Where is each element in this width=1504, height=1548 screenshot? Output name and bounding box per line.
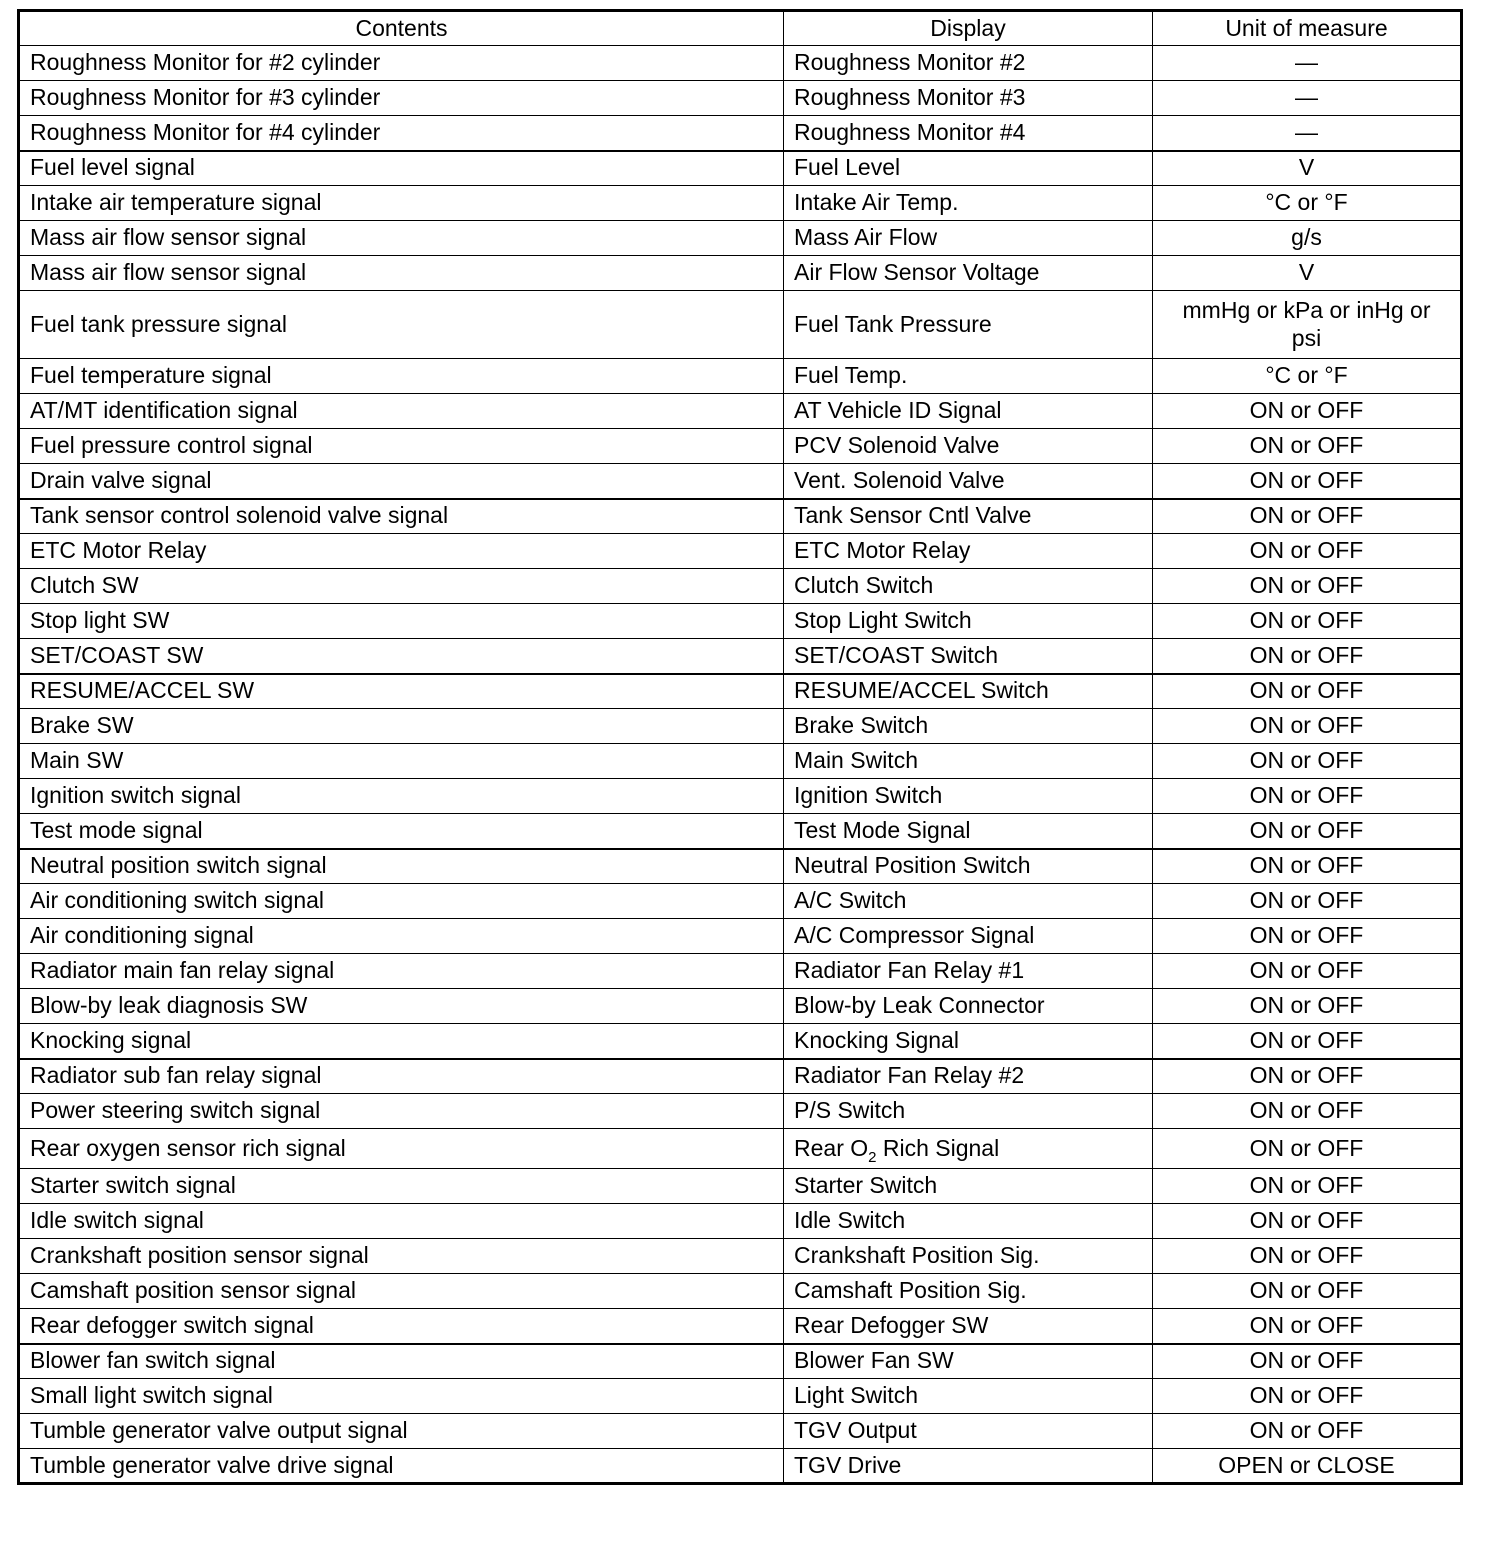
table-row (19, 639, 1462, 674)
header-contents: Contents (19, 11, 784, 46)
cell-display: TGV Output (784, 1414, 1153, 1449)
cell-unit: ON or OFF (1153, 884, 1462, 919)
table-row (19, 1129, 1462, 1169)
cell-contents: Starter switch signal (19, 1169, 784, 1204)
table-row (19, 81, 1462, 116)
cell-unit: ON or OFF (1153, 1094, 1462, 1129)
table-row (19, 1379, 1462, 1414)
cell-display: Rear Defogger SW (784, 1309, 1153, 1344)
table-row (19, 46, 1462, 81)
cell-contents: Main SW (19, 744, 784, 779)
cell-contents: Mass air flow sensor signal (19, 221, 784, 256)
cell-contents: Radiator main fan relay signal (19, 954, 784, 989)
cell-unit: ON or OFF (1153, 674, 1462, 709)
cell-display: SET/COAST Switch (784, 639, 1153, 674)
header-unit: Unit of measure (1153, 11, 1462, 46)
table-row (19, 1414, 1462, 1449)
cell-display: Mass Air Flow (784, 221, 1153, 256)
table-row (19, 359, 1462, 394)
table-row (19, 151, 1462, 186)
cell-unit: ON or OFF (1153, 639, 1462, 674)
cell-contents: Air conditioning signal (19, 919, 784, 954)
cell-display: Stop Light Switch (784, 604, 1153, 639)
cell-contents: Rear oxygen sensor rich signal (19, 1129, 784, 1169)
cell-display: Camshaft Position Sig. (784, 1274, 1153, 1309)
cell-contents: Fuel tank pressure signal (19, 291, 784, 359)
cell-unit: ON or OFF (1153, 919, 1462, 954)
cell-unit: mmHg or kPa or inHg or psi (1153, 291, 1462, 359)
cell-contents: Tumble generator valve output signal (19, 1414, 784, 1449)
table-header-row (19, 11, 1462, 46)
cell-unit: ON or OFF (1153, 814, 1462, 849)
cell-display: P/S Switch (784, 1094, 1153, 1129)
cell-contents: Intake air temperature signal (19, 186, 784, 221)
table-row (19, 116, 1462, 151)
table-row (19, 1309, 1462, 1344)
cell-display: Blow-by Leak Connector (784, 989, 1153, 1024)
table-row (19, 674, 1462, 709)
cell-contents: Air conditioning switch signal (19, 884, 784, 919)
cell-display: Starter Switch (784, 1169, 1153, 1204)
cell-unit: ON or OFF (1153, 464, 1462, 499)
cell-unit: V (1153, 256, 1462, 291)
cell-contents: Idle switch signal (19, 1204, 784, 1239)
cell-contents: Rear defogger switch signal (19, 1309, 784, 1344)
table-row (19, 534, 1462, 569)
table-row (19, 186, 1462, 221)
table-row (19, 814, 1462, 849)
cell-unit: ON or OFF (1153, 1204, 1462, 1239)
cell-unit: ON or OFF (1153, 1169, 1462, 1204)
cell-contents: Small light switch signal (19, 1379, 784, 1414)
cell-display: Roughness Monitor #4 (784, 116, 1153, 151)
cell-unit: ON or OFF (1153, 499, 1462, 534)
table-body (19, 46, 1462, 1484)
cell-contents: Crankshaft position sensor signal (19, 1239, 784, 1274)
cell-contents: Test mode signal (19, 814, 784, 849)
cell-unit: V (1153, 151, 1462, 186)
cell-unit: ON or OFF (1153, 1344, 1462, 1379)
table-row (19, 1239, 1462, 1274)
cell-display: Knocking Signal (784, 1024, 1153, 1059)
table-row (19, 221, 1462, 256)
table-row (19, 884, 1462, 919)
signal-table (17, 9, 1463, 1485)
cell-display: Clutch Switch (784, 569, 1153, 604)
cell-unit: ON or OFF (1153, 989, 1462, 1024)
cell-unit: ON or OFF (1153, 534, 1462, 569)
table-row (19, 291, 1462, 359)
table-row (19, 604, 1462, 639)
cell-unit: ON or OFF (1153, 1239, 1462, 1274)
cell-unit: ON or OFF (1153, 394, 1462, 429)
cell-display: Intake Air Temp. (784, 186, 1153, 221)
cell-contents: Ignition switch signal (19, 779, 784, 814)
table-row (19, 1059, 1462, 1094)
cell-contents: Tumble generator valve drive signal (19, 1449, 784, 1484)
cell-display: Tank Sensor Cntl Valve (784, 499, 1153, 534)
table-row (19, 429, 1462, 464)
cell-display: Radiator Fan Relay #1 (784, 954, 1153, 989)
cell-contents: Brake SW (19, 709, 784, 744)
cell-contents: Knocking signal (19, 1024, 784, 1059)
cell-display: A/C Compressor Signal (784, 919, 1153, 954)
table-row (19, 1274, 1462, 1309)
cell-unit: °C or °F (1153, 186, 1462, 221)
table-row (19, 779, 1462, 814)
cell-unit: ON or OFF (1153, 1024, 1462, 1059)
cell-unit: ON or OFF (1153, 1309, 1462, 1344)
cell-unit: ON or OFF (1153, 709, 1462, 744)
cell-unit: OPEN or CLOSE (1153, 1449, 1462, 1484)
cell-unit: ON or OFF (1153, 779, 1462, 814)
table-row (19, 709, 1462, 744)
cell-unit: g/s (1153, 221, 1462, 256)
cell-display: PCV Solenoid Valve (784, 429, 1153, 464)
cell-display: Roughness Monitor #3 (784, 81, 1153, 116)
cell-unit: ON or OFF (1153, 429, 1462, 464)
header-display: Display (784, 11, 1153, 46)
cell-display: Brake Switch (784, 709, 1153, 744)
cell-unit: ON or OFF (1153, 1379, 1462, 1414)
table-row (19, 499, 1462, 534)
cell-contents: Roughness Monitor for #2 cylinder (19, 46, 784, 81)
cell-unit: — (1153, 46, 1462, 81)
cell-display: Fuel Temp. (784, 359, 1153, 394)
cell-contents: Radiator sub fan relay signal (19, 1059, 784, 1094)
cell-unit: ON or OFF (1153, 569, 1462, 604)
cell-unit: ON or OFF (1153, 1414, 1462, 1449)
cell-display: ETC Motor Relay (784, 534, 1153, 569)
cell-display: Test Mode Signal (784, 814, 1153, 849)
cell-unit: °C or °F (1153, 359, 1462, 394)
table-row (19, 464, 1462, 499)
cell-unit: ON or OFF (1153, 1059, 1462, 1094)
cell-contents: Roughness Monitor for #3 cylinder (19, 81, 784, 116)
cell-contents: Tank sensor control solenoid valve signal (19, 499, 784, 534)
display-subscript: 2 (868, 1148, 877, 1166)
cell-contents: Drain valve signal (19, 464, 784, 499)
cell-contents: Fuel level signal (19, 151, 784, 186)
cell-contents: Neutral position switch signal (19, 849, 784, 884)
cell-unit: ON or OFF (1153, 849, 1462, 884)
cell-display: Ignition Switch (784, 779, 1153, 814)
table-row (19, 849, 1462, 884)
table-row (19, 744, 1462, 779)
cell-contents: Roughness Monitor for #4 cylinder (19, 116, 784, 151)
table-row (19, 919, 1462, 954)
cell-display: TGV Drive (784, 1449, 1153, 1484)
cell-contents: RESUME/ACCEL SW (19, 674, 784, 709)
cell-display: Air Flow Sensor Voltage (784, 256, 1153, 291)
cell-display: Roughness Monitor #2 (784, 46, 1153, 81)
cell-contents: Clutch SW (19, 569, 784, 604)
cell-unit: ON or OFF (1153, 604, 1462, 639)
cell-contents: Fuel temperature signal (19, 359, 784, 394)
table-row (19, 394, 1462, 429)
display-text-pre: Rear O (794, 1134, 869, 1161)
table-row (19, 989, 1462, 1024)
cell-contents: Blower fan switch signal (19, 1344, 784, 1379)
cell-display: Crankshaft Position Sig. (784, 1239, 1153, 1274)
cell-contents: Fuel pressure control signal (19, 429, 784, 464)
table-row (19, 954, 1462, 989)
display-text-post: Rich Signal (876, 1134, 1000, 1161)
cell-unit: ON or OFF (1153, 1274, 1462, 1309)
table-row (19, 256, 1462, 291)
cell-display: Fuel Level (784, 151, 1153, 186)
cell-unit: ON or OFF (1153, 1129, 1462, 1169)
table-row (19, 569, 1462, 604)
cell-unit: — (1153, 81, 1462, 116)
cell-contents: Camshaft position sensor signal (19, 1274, 784, 1309)
cell-unit: ON or OFF (1153, 744, 1462, 779)
cell-display: Main Switch (784, 744, 1153, 779)
cell-display (784, 1129, 1153, 1169)
cell-display: Fuel Tank Pressure (784, 291, 1153, 359)
cell-contents: Power steering switch signal (19, 1094, 784, 1129)
table-row (19, 1344, 1462, 1379)
cell-display: RESUME/ACCEL Switch (784, 674, 1153, 709)
cell-display: Radiator Fan Relay #2 (784, 1059, 1153, 1094)
cell-contents: Blow-by leak diagnosis SW (19, 989, 784, 1024)
cell-display: Light Switch (784, 1379, 1153, 1414)
table-row (19, 1204, 1462, 1239)
cell-unit: ON or OFF (1153, 954, 1462, 989)
cell-display: Blower Fan SW (784, 1344, 1153, 1379)
cell-display: Vent. Solenoid Valve (784, 464, 1153, 499)
table-row (19, 1169, 1462, 1204)
cell-contents: Mass air flow sensor signal (19, 256, 784, 291)
cell-display: A/C Switch (784, 884, 1153, 919)
cell-display: AT Vehicle ID Signal (784, 394, 1153, 429)
cell-display: Neutral Position Switch (784, 849, 1153, 884)
cell-contents: ETC Motor Relay (19, 534, 784, 569)
cell-unit: — (1153, 116, 1462, 151)
table-row (19, 1094, 1462, 1129)
table-row (19, 1024, 1462, 1059)
cell-contents: SET/COAST SW (19, 639, 784, 674)
cell-contents: AT/MT identification signal (19, 394, 784, 429)
cell-display: Idle Switch (784, 1204, 1153, 1239)
cell-contents: Stop light SW (19, 604, 784, 639)
table-row (19, 1449, 1462, 1484)
